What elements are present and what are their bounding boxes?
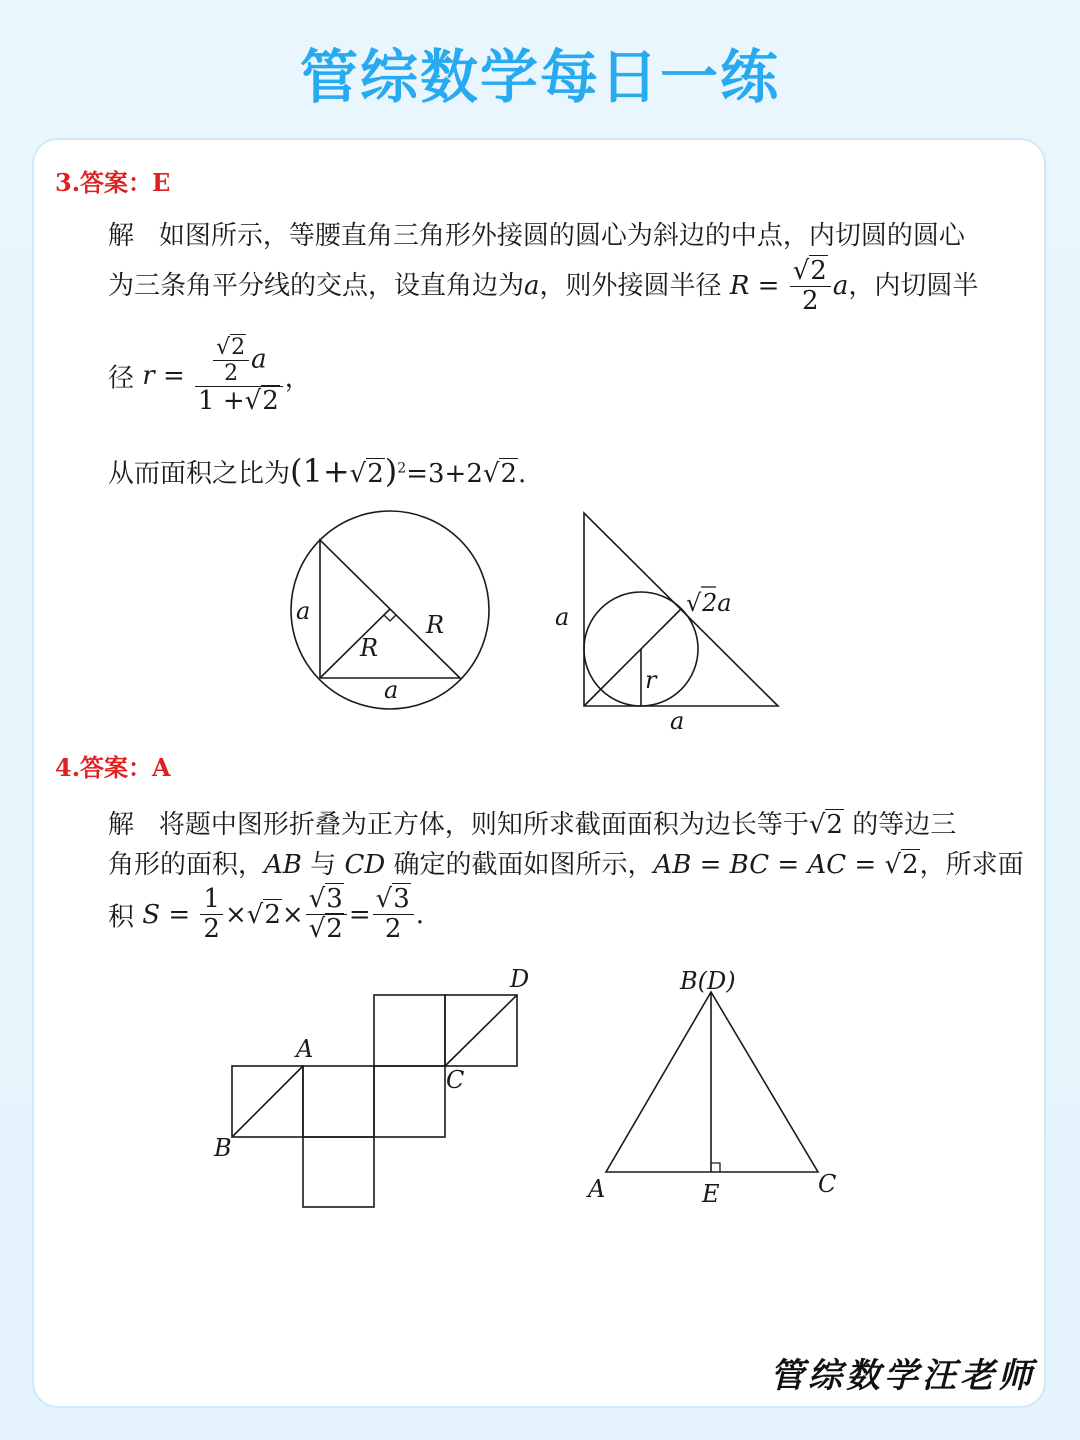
right-angle-mark xyxy=(384,615,396,621)
q3-frac-r: $\frac{√2}{2}$ a 1 +√2 xyxy=(195,336,283,415)
tri-label-BD: B(D) xyxy=(680,967,736,995)
label-r: r xyxy=(645,666,657,694)
q3-answer: 3.答案：E xyxy=(55,168,171,197)
label-a-left: a xyxy=(555,603,570,631)
right-angle-mark xyxy=(711,1163,720,1172)
diagonal-CD xyxy=(445,995,517,1066)
label-2a: 2a xyxy=(702,589,732,617)
tri-label-E: E xyxy=(702,1180,720,1208)
q4-line3: 积 S = $\frac{1}{2}$ ×√2× $\frac{√3}{√2}$ = $\frac{√3}{2}$ . xyxy=(108,884,424,945)
q3-line4: 从而面积之比为$(1+√2)^2=3+2√2$. xyxy=(108,452,527,490)
equilateral-triangle xyxy=(606,992,818,1172)
label-a-bottom: a xyxy=(670,707,685,735)
page-title: 管综数学每日一练 xyxy=(299,43,780,111)
radius-line xyxy=(320,609,390,678)
net-label-B: B xyxy=(214,1134,232,1162)
net-label-D: D xyxy=(510,965,530,993)
q4-line1: 解 将题中图形折叠为正方体，则知所求截面面积为边长等于√2 的等边三 xyxy=(108,810,957,840)
q3-line1: 解 如图所示，等腰直角三角形外接圆的圆心为斜边的中点，内切圆的圆心 xyxy=(108,221,965,251)
q4-cube-net-figure xyxy=(200,965,540,1215)
q4-section-triangle-figure xyxy=(580,965,850,1215)
net-label-C: C xyxy=(446,1066,465,1094)
author-signature: 管综数学汪老师 xyxy=(770,1356,1036,1396)
q3-circumcircle-figure xyxy=(280,505,500,715)
tri-label-A: A xyxy=(588,1175,606,1203)
q3-frac-R: $\frac{√2}{2}$ xyxy=(790,258,831,316)
content-card xyxy=(32,138,1046,1408)
label-R-mid: R xyxy=(360,634,379,662)
q3-incircle-figure xyxy=(545,505,795,735)
bisector-line xyxy=(584,609,681,706)
label-R-right: R xyxy=(426,611,445,639)
diagonal-AB xyxy=(232,1066,303,1137)
q3-line3: 径 r = $\frac{√2}{2}$ a 1 +√2 ， xyxy=(108,335,311,417)
label-a-bottom: a xyxy=(384,676,399,704)
net-label-A: A xyxy=(296,1035,314,1063)
q3-line2: 为三条角平分线的交点，设直角边为a，则外接圆半径 R = $\frac{√2}{2}$ a，内切圆半 xyxy=(108,256,979,317)
label-a-left: a xyxy=(296,597,311,625)
q4-answer: 4.答案：A xyxy=(55,753,171,782)
cube-net xyxy=(232,995,517,1207)
tri-label-C: C xyxy=(818,1170,837,1198)
label-sqrt: √ xyxy=(686,589,702,617)
q4-line2: 角形的面积，AB 与 CD 确定的截面如图所示，AB = BC = AC = √2，所求面 xyxy=(108,850,1024,880)
